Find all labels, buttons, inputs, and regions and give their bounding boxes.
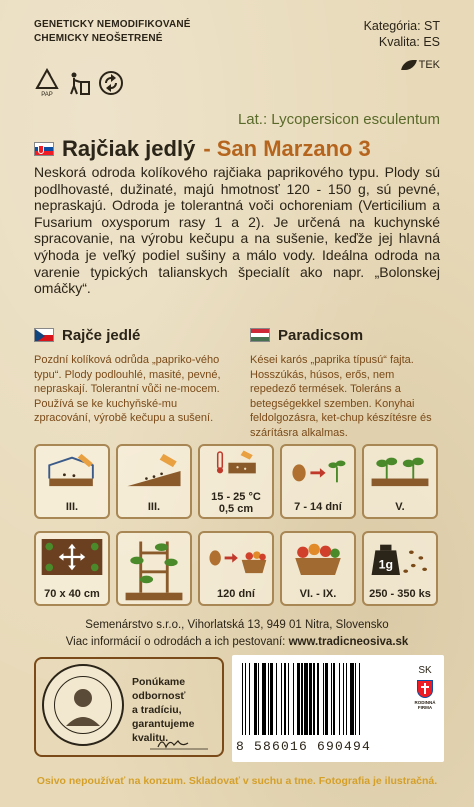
green-dot-icon xyxy=(98,70,124,96)
guarantee-badge xyxy=(34,657,224,757)
seed-sowing-icon xyxy=(118,449,190,491)
seed-sowing-cell xyxy=(116,444,192,519)
pap-label: PAP xyxy=(41,92,53,98)
grid-label-10: 250 - 350 ks xyxy=(369,588,431,600)
hungarian-section xyxy=(250,325,442,441)
grid-label-3: 15 - 25 °C 0,5 cm xyxy=(211,491,261,515)
czech-flag-icon xyxy=(34,328,54,342)
spacing-icon xyxy=(36,536,108,578)
grid-label-9: VI. - IX. xyxy=(299,588,337,600)
company-info xyxy=(0,617,474,651)
guarantee-line-2: odbornosť xyxy=(132,690,186,702)
germination-cell xyxy=(280,444,356,519)
czech-heading: Rajče jedlé xyxy=(62,326,141,344)
signature-icon xyxy=(148,735,218,753)
family-firm-line-2: FIRMA xyxy=(417,705,433,710)
latin-prefix: Lat.: xyxy=(237,111,268,128)
grid-label-4: 7 - 14 dní xyxy=(294,501,342,513)
recycle-triangle-icon xyxy=(34,68,60,92)
grid-label-2: III. xyxy=(147,501,161,513)
recycle-pap-icon xyxy=(34,68,60,98)
product-name: Rajčiak jedlý xyxy=(62,136,196,161)
greenhouse-sowing-cell xyxy=(34,444,110,519)
country-code: SK xyxy=(418,665,432,676)
grid-label-8: 120 dní xyxy=(217,588,255,600)
company-website-line xyxy=(0,634,474,651)
hungarian-flag-icon xyxy=(250,328,270,342)
stake-support-cell xyxy=(116,531,192,606)
transplant-cell xyxy=(362,444,438,519)
harvest-days-icon xyxy=(200,536,272,578)
czech-description: Pozdní kolíková odrůda „papriko-vého typu“. Plody podlouhlé, masité, pevné, nepraskají. Tolerantní vůči ne-mocem. Používá se ke kuchyňské-mu zpracování, výrobě kečupu a sušení. xyxy=(34,354,221,425)
classification xyxy=(364,18,440,50)
guarantee-line-1: Ponúkame xyxy=(132,676,186,688)
barcode-number: 8 586016 690494 xyxy=(236,739,372,754)
slovak-flag-icon xyxy=(34,142,54,156)
non-gmo-line: GENETICKY NEMODIFIKOVANÉ xyxy=(34,19,191,30)
barcode-gap xyxy=(360,663,361,735)
barcode-bars xyxy=(242,663,412,735)
footer-warning: Osivo nepoužívať na konzum. Skladovať v suchu a tme. Fotografia je ilustračná. xyxy=(36,775,438,787)
guarantee-line-3: a tradíciu, xyxy=(132,704,182,716)
family-firm-mark xyxy=(412,665,438,710)
variety-name: - San Marzano 3 xyxy=(203,136,371,161)
grid-label-1: III. xyxy=(65,501,79,513)
hungarian-heading: Paradicsom xyxy=(278,326,364,344)
latin-name xyxy=(238,111,440,128)
recycling-symbols xyxy=(34,68,124,98)
untreated-line: CHEMICKY NEOŠETRENÉ xyxy=(34,33,163,44)
guarantee-line-5: kvalitu. xyxy=(132,732,169,744)
spacing-cell xyxy=(34,531,110,606)
czech-section xyxy=(34,325,234,426)
tek-mark xyxy=(402,59,440,71)
barcode-area xyxy=(232,655,444,762)
harvest-basket-icon xyxy=(282,536,354,578)
stake-support-icon xyxy=(118,535,190,603)
category-label: Kategória: ST xyxy=(363,19,440,33)
quality-label: Kvalita: ES xyxy=(378,35,440,49)
harvest-basket-cell xyxy=(280,531,356,606)
slovak-shield-icon xyxy=(417,680,433,698)
temperature-depth-cell xyxy=(198,444,274,519)
weight-label: 1g xyxy=(378,557,393,572)
guarantee-line-4: garantujeme xyxy=(132,718,195,730)
product-title xyxy=(34,136,371,162)
description-slovak: Neskorá odroda kolíkového rajčiaka paprikového typu. Plody sú podlhovasté, dužinaté, majú hmotnosť 120 - 150 g, sú pevné, nepraskajú. Odroda je tolerantná voči ochoreniam (Verticilium a Fusarium oxysporum rasy 1 a 2). Je určená na kuchynské spracovanie, na výrobu kečupu a na sušenie, keďže jej hlavná výhoda je veľký podiel sušiny a málo vody. Ideálna odroda na varenie typických talianskych špecialít ako napr. „Bolonskej omáčky“. xyxy=(34,164,440,297)
website-link[interactable]: www.tradicneosiva.sk xyxy=(288,636,409,648)
grid-label-6: 70 x 40 cm xyxy=(44,588,100,600)
harvest-days-cell xyxy=(198,531,274,606)
tek-label: TEK xyxy=(418,59,440,71)
greenhouse-sowing-icon xyxy=(36,449,108,491)
seed-weight-cell xyxy=(362,531,438,606)
family-firm-line-1: RODINNÁ xyxy=(414,700,436,705)
leaf-icon xyxy=(401,60,417,70)
transplant-icon xyxy=(364,449,436,491)
germination-icon xyxy=(282,449,354,491)
temperature-depth-icon xyxy=(200,449,272,481)
latin-species: Lycopersicon esculentum xyxy=(271,111,440,128)
gmo-free-notice xyxy=(34,18,191,46)
company-address: Semenárstvo s.r.o., Vihorlatská 13, 949 01 Nitra, Slovensko xyxy=(85,619,389,631)
tidyman-icon xyxy=(66,70,92,96)
hungarian-description: Kései karós „paprika típusú“ fajta. Hosszúkás, húsos, erős, nem repedező termések. Toleráns a betegségekkel szemben. Konyhai feldolgozásra, ket-chup készítésre és szárításra alkalmas. xyxy=(250,354,432,439)
website-prefix: Viac informácií o odrodách a ich pestovaní: xyxy=(65,636,289,648)
seed-weight-icon xyxy=(364,536,436,578)
growing-info-grid xyxy=(34,444,442,606)
grid-label-5: V. xyxy=(395,501,405,513)
portrait-seal-icon xyxy=(42,664,124,746)
